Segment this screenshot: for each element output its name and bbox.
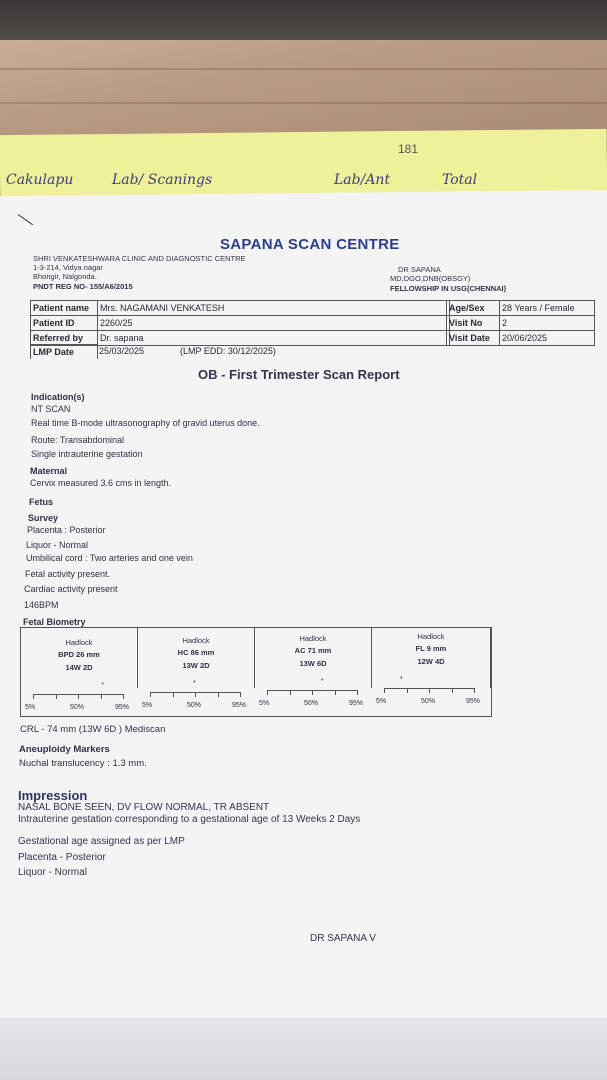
percentile-tick — [78, 694, 79, 699]
impression-heading: Impression — [18, 788, 88, 803]
fetal-activity: Fetal activity present. — [25, 569, 111, 579]
biometry-column-hc — [138, 628, 255, 688]
biometry-gestational-age: 12W 4D — [417, 657, 445, 666]
percentile-label: 95% — [466, 698, 481, 705]
percentile-tick — [290, 690, 291, 695]
percentile-label: 95% — [349, 700, 364, 707]
percentile-tick — [101, 694, 102, 699]
visit-no-value: 2 — [499, 315, 595, 331]
percentile-label: 5% — [259, 700, 270, 707]
handwritten-note-4: Total — [442, 172, 478, 188]
percentile-tick — [173, 692, 174, 697]
biometry-column-ac — [255, 628, 372, 688]
impression-line-2: Intrauterine gestation corresponding to a gestational age of 13 Weeks 2 Days — [18, 814, 361, 825]
biometry-gestational-age: 13W 2D — [182, 661, 210, 670]
gestation-type: Single intrauterine gestation — [31, 449, 143, 459]
biometry-gestational-age: 13W 6D — [299, 659, 327, 668]
doctor-fellowship: FELLOWSHIP IN USG(CHENNAI) — [390, 284, 507, 293]
handwritten-note-1: Cakulapu — [6, 172, 74, 188]
wooden-table — [0, 40, 607, 140]
percentile-tick — [195, 692, 196, 697]
percentile-tick — [33, 694, 34, 699]
percentile-tick — [452, 688, 453, 693]
aneuploidy-heading: Aneuploidy Markers — [19, 744, 110, 755]
referred-by-label: Referred by — [30, 330, 98, 346]
biometry-source: Hadlock — [65, 638, 93, 647]
percentile-label: 95% — [115, 704, 130, 711]
percentile-tick — [429, 688, 430, 693]
doctor-name: DR SAPANA — [398, 265, 441, 274]
cardiac-activity: Cardiac activity present — [24, 584, 118, 594]
percentile-tick — [474, 688, 475, 693]
doctor-signature: DR SAPANA V — [310, 933, 376, 944]
percentile-tick — [56, 694, 57, 699]
biometry-source: Hadlock — [417, 632, 445, 641]
visit-date-label: Visit Date — [446, 330, 500, 346]
indication-value: NT SCAN — [31, 404, 71, 414]
patient-id-label: Patient ID — [30, 315, 98, 331]
biometry-source: Hadlock — [182, 636, 210, 645]
percentile-tick — [312, 690, 313, 695]
biometry-measurement: BPD 26 mm — [58, 650, 100, 659]
clinic-name: SHRI VENKATESHWARA CLINIC AND DIAGNOSTIC CENTRE — [33, 254, 246, 263]
percentile-tick — [123, 694, 124, 699]
age-sex-label: Age/Sex — [446, 300, 500, 316]
percentile-tick — [407, 688, 408, 693]
handwritten-note-3: Lab/Ant — [334, 172, 391, 188]
indication-heading: Indication(s) — [31, 392, 85, 402]
percentile-label: 50% — [421, 698, 436, 705]
percentile-tick — [267, 690, 268, 695]
age-sex-value: 28 Years / Female — [499, 300, 595, 316]
scan-method: Real time B-mode ultrasonography of gravid uterus done. — [31, 418, 260, 428]
patient-name-value: Mrs. NAGAMANI VENKATESH — [97, 300, 450, 316]
patient-id-value: 2260/25 — [97, 315, 450, 331]
centre-name: SAPANA SCAN CENTRE — [220, 236, 400, 253]
percentile-label: 50% — [187, 702, 202, 709]
biometry-measurement: FL 9 mm — [415, 644, 447, 653]
handwritten-note-2: Lab/ Scanings — [112, 172, 213, 188]
percentile-label: 50% — [304, 700, 319, 707]
maternal-heading: Maternal — [30, 466, 68, 476]
cervix-length: Cervix measured 3.6 cms in length. — [30, 478, 172, 488]
percentile-marker: * — [101, 682, 104, 689]
percentile-label: 5% — [25, 704, 36, 711]
percentile-tick — [357, 690, 358, 695]
lmp-edd: (LMP EDD: 30/12/2025) — [180, 346, 276, 356]
register-page-number: 181 — [398, 142, 419, 156]
percentile-marker: * — [193, 680, 196, 687]
doctor-qualification: MD,DGO,DNB(OBSGY) — [390, 274, 471, 283]
impression-line-1: NASAL BONE SEEN, DV FLOW NORMAL, TR ABSENT — [18, 802, 270, 813]
percentile-tick — [150, 692, 151, 697]
placenta-position: Placenta : Posterior — [27, 525, 106, 535]
percentile-tick — [335, 690, 336, 695]
heart-rate: 146BPM — [24, 600, 59, 610]
patient-name-label: Patient name — [30, 300, 98, 316]
biometry-source: Hadlock — [299, 634, 327, 643]
lmp-date-label: LMP Date — [30, 344, 98, 359]
scan-route: Route: Transabdominal — [31, 435, 125, 445]
impression-line-5: Liquor - Normal — [18, 867, 87, 878]
liquor-status: Liquor - Normal — [26, 540, 89, 550]
impression-line-4: Placenta - Posterior — [18, 852, 106, 863]
survey-heading: Survey — [28, 513, 59, 523]
referred-by-value: Dr. sapana — [97, 330, 450, 346]
percentile-tick — [240, 692, 241, 697]
percentile-tick — [384, 688, 385, 693]
biometry-measurement: AC 71 mm — [294, 646, 332, 655]
fetus-heading: Fetus — [29, 497, 54, 507]
patient-info-table — [30, 300, 594, 358]
impression-line-3: Gestational age assigned as per LMP — [18, 836, 185, 847]
percentile-tick — [218, 692, 219, 697]
lmp-date-value: 25/03/2025 — [99, 346, 145, 356]
report-title: OB - First Trimester Scan Report — [198, 367, 400, 382]
biometry-column-bpd — [21, 628, 138, 688]
percentile-label: 50% — [70, 704, 85, 711]
percentile-label: 95% — [232, 702, 247, 709]
nuchal-translucency: Nuchal translucency : 1.3 mm. — [19, 758, 147, 769]
address-line-2: Bhongir, Nalgonda. — [33, 272, 97, 281]
visit-no-label: Visit No — [446, 315, 500, 331]
percentile-marker: * — [400, 676, 403, 683]
percentile-label: 5% — [142, 702, 153, 709]
address-line-1: 1-3-214, Vidya nagar — [33, 263, 103, 272]
umbilical-cord: Umbilical cord : Two arteries and one vein — [26, 553, 193, 563]
visit-date-value: 20/06/2025 — [499, 330, 595, 346]
fetal-biometry-table — [20, 627, 492, 717]
percentile-label: 5% — [376, 698, 387, 705]
biometry-gestational-age: 14W 2D — [65, 663, 93, 672]
percentile-marker: * — [320, 678, 324, 685]
biometry-column-fl — [372, 628, 491, 688]
biometry-measurement: HC 86 mm — [177, 648, 215, 657]
crl-measurement: CRL - 74 mm (13W 6D ) Mediscan — [20, 724, 166, 735]
paper-bottom-shade — [0, 1018, 607, 1080]
fetal-biometry-heading: Fetal Biometry — [23, 617, 86, 627]
registration-number: PNDT REG NO- 155/A6/2015 — [33, 282, 133, 291]
